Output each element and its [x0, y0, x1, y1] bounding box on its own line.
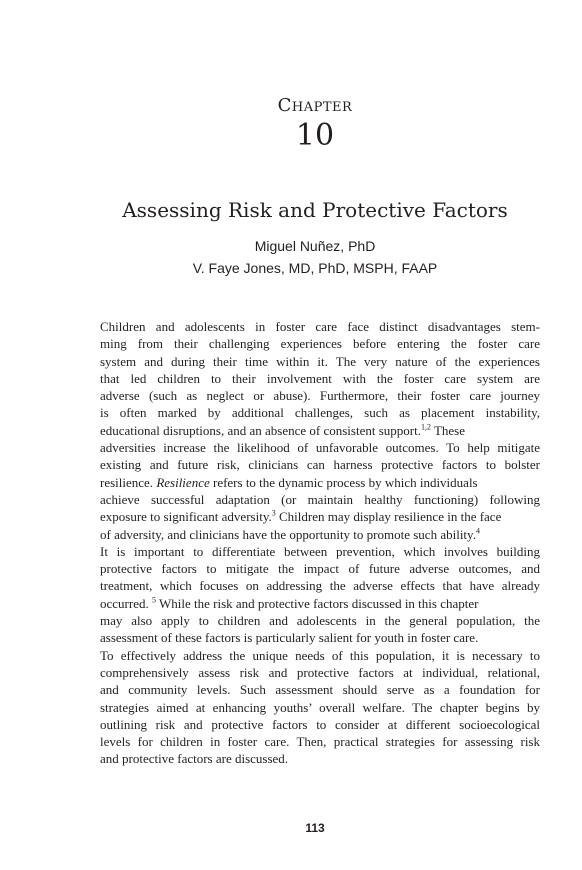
- body-line: To effectively address the unique needs of this population, it is necessary to: [100, 647, 540, 663]
- body-line: treatment, which focuses on addressing the adverse effects that have already: [100, 578, 540, 594]
- body-text: [100, 318, 540, 768]
- chapter-title: Assessing Risk and Protective Factors: [122, 198, 508, 222]
- body-line: It is important to differentiate between prevention, which involves building: [100, 543, 540, 559]
- body-line-text: educational disruptions, and an absence of consistent support.: [100, 422, 421, 438]
- body-line: protective factors to mitigate the impact of future adverse outcomes, and: [100, 561, 540, 577]
- body-line-text: These: [430, 422, 466, 438]
- body-line: ming from their challenging experiences before entering the foster care: [100, 336, 540, 352]
- body-line: system and during their time within it. The very nature of the experiences: [100, 353, 540, 369]
- body-line-text: Children may display resilience in the face: [275, 509, 502, 525]
- body-line-text: resilience.: [100, 474, 157, 490]
- body-line: achieve successful adaptation (or maintain healthy functioning) following: [100, 491, 540, 507]
- body-line: strategies aimed at enhancing youths’ overall welfare. The chapter begins by: [100, 699, 540, 715]
- body-line-text: occurred.: [100, 595, 152, 611]
- emphasis-term: Resilience: [156, 474, 210, 490]
- body-line-text: exposure to significant adversity.: [100, 509, 272, 525]
- body-line: and community levels. Such assessment should serve as a foundation for: [100, 682, 540, 698]
- author-2: V. Faye Jones, MD, PhD, MSPH, FAAP: [192, 260, 438, 276]
- body-line: [100, 595, 540, 612]
- body-line: may also apply to children and adolescents in the general population, the: [100, 613, 540, 629]
- body-line: outlining risk and protective factors to consider at different socioecological: [100, 716, 540, 732]
- body-line-text: While the risk and protective factors discussed in this chapter: [155, 595, 479, 611]
- body-line: is often marked by additional challenges, such as placement instability,: [100, 405, 540, 421]
- chapter-number: 10: [295, 118, 335, 153]
- citation-superscript: 5: [151, 595, 156, 605]
- body-line: and protective factors are discussed.: [100, 751, 289, 767]
- chapter-label: Chapter: [277, 95, 353, 116]
- body-line: that led children to their involvement with the foster care system are: [100, 370, 540, 386]
- body-line-text: of adversity, and clinicians have the opportunity to promote such ability.: [100, 526, 476, 542]
- author-1: Miguel Nuñez, PhD: [254, 238, 376, 254]
- body-line: [100, 474, 540, 491]
- body-line: adversities increase the likelihood of unfavorable outcomes. To help mitigate: [100, 440, 540, 456]
- body-line: levels for children in foster care. Then, practical strategies for assessing risk: [100, 734, 540, 750]
- body-line: comprehensively assess risk and protective factors at individual, relational,: [100, 664, 540, 680]
- body-line: Children and adolescents in foster care face distinct disadvantages stem-: [100, 319, 540, 334]
- citation-superscript: 3: [271, 508, 276, 518]
- body-line: [100, 526, 540, 543]
- body-line: adverse (such as neglect or abuse). Furthermore, their foster care journey: [100, 388, 540, 404]
- body-line: assessment of these factors is particularly salient for youth in foster care.: [100, 630, 479, 646]
- citation-superscript: 4: [475, 526, 480, 536]
- body-line: [100, 422, 540, 439]
- body-line-text: refers to the dynamic process by which individuals: [209, 474, 478, 490]
- page-number: 113: [305, 821, 325, 835]
- citation-superscript: 1,2: [420, 422, 431, 432]
- body-line: existing and future risk, clinicians can harness protective factors to bolster: [100, 457, 540, 473]
- body-line: [100, 508, 540, 525]
